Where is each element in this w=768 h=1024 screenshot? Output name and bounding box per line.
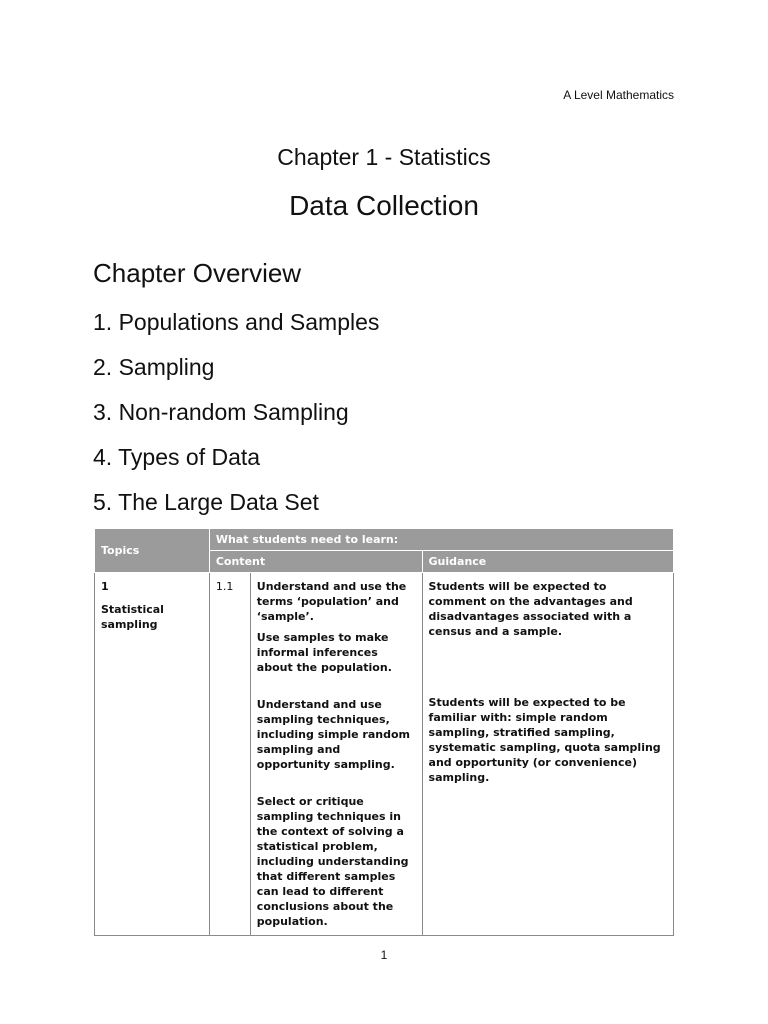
overview-item: 2. Sampling [93,354,215,380]
topic-number: 1 [101,580,109,593]
overview-item: 3. Non-random Sampling [93,399,349,425]
topics-header: Topics [95,529,210,573]
overview-item: 5. The Large Data Set [93,489,319,515]
guidance-cell [422,573,673,936]
content-item: Select or critique sampling techniques in the context of solving a statistical problem, including understanding that different samples can lead to different conclusions about the population. [256,795,409,928]
guidance-item: Students will be expected to be familiar with: simple random sampling, stratified sampling, systematic sampling, quota sampling and opportunity (or convenience) sampling. [428,696,661,784]
specification-table [94,528,674,936]
page-header: A Level Mathematics [563,88,674,102]
section-title: Data Collection [289,190,479,221]
ref-cell: 1.1 [209,573,250,936]
learn-header: What students need to learn: [209,529,673,551]
table-row [95,573,674,936]
guidance-header: Guidance [422,551,673,573]
chapter-title: Chapter 1 - Statistics [277,144,491,170]
page-number: 1 [380,948,388,962]
topic-name: Statistical sampling [101,603,164,631]
content-cell [250,573,422,936]
content-item: Use samples to make informal inferences about the population. [256,631,392,674]
overview-item: 4. Types of Data [93,444,261,470]
content-header: Content [209,551,422,573]
topic-cell [95,573,210,936]
overview-list [93,306,379,531]
content-item: Understand and use the terms ‘population’ and ‘sample’. [256,580,407,623]
guidance-item: Students will be expected to comment on the advantages and disadvantages associated with a census and a sample. [428,580,633,638]
content-item: Understand and use sampling techniques, including simple random sampling and opportunity sampling. [256,698,410,771]
overview-item: 1. Populations and Samples [93,309,380,335]
overview-heading: Chapter Overview [93,258,302,288]
